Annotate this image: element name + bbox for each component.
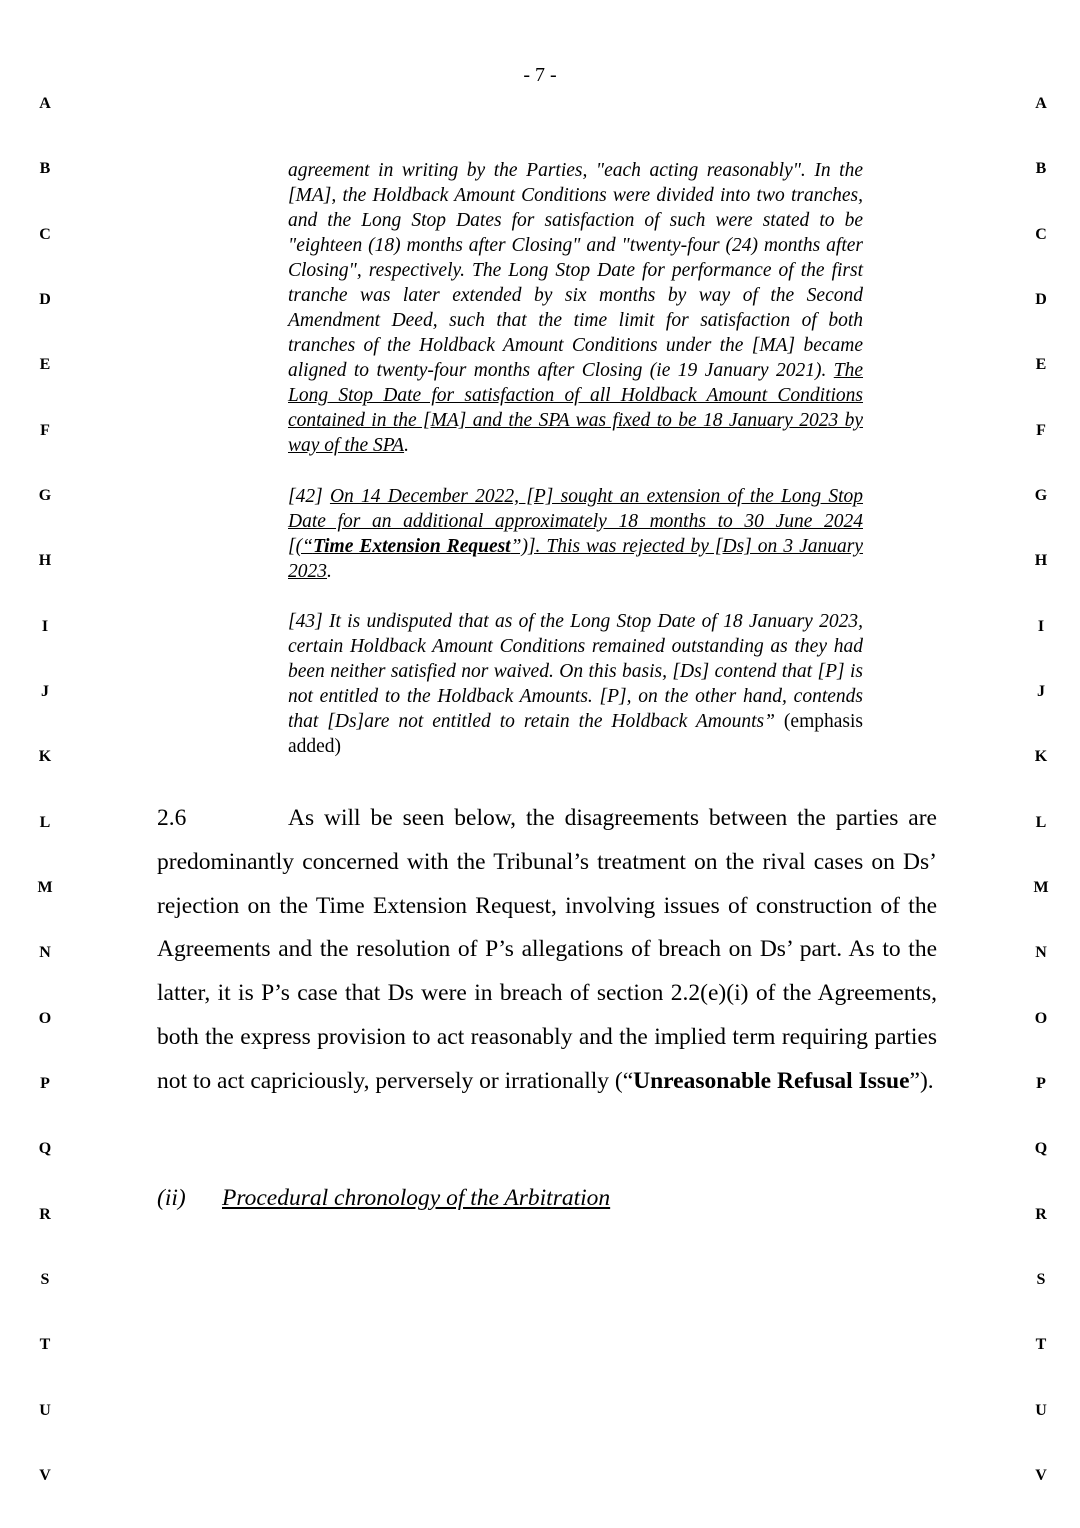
margin-letter-o: O xyxy=(1034,1009,1048,1027)
margin-letter-o: O xyxy=(38,1009,52,1027)
margin-letter-e: E xyxy=(1035,356,1047,374)
margin-letter-b: B xyxy=(1035,160,1047,178)
paragraph-2-6 xyxy=(157,797,937,1104)
margin-letter-j: J xyxy=(41,682,49,700)
quote-text: agreement in writing by the Parties, "each acting reasonably". In the [MA], the Holdback Amount Conditions were divided into two tranches, and the Long Stop Dates for satisfaction of such were stated to be "eighteen (18) months after Closing" and "twenty-four (24) months after Closing", respectively. The Long Stop Date for performance of the first tranche was later extended by six months by way of the Second Amendment Deed, such that the time limit for satisfaction of both tranches of the Holdback Amount Conditions under the [MA] became aligned to twenty-four months after Closing (ie 19 January 2021). xyxy=(288,160,863,381)
margin-letter-u: U xyxy=(39,1401,51,1419)
paragraph-text: As will be seen below, the disagreements between the parties are predominantly concerned with the Tribunal’s treatment on the rival cases on Ds’ rejection on the Time Extension Request, involving issues of construction of the Agreements and the resolution of P’s allegations of breach on Ds’ part. As to the latter, it is P’s case that Ds were in breach of section 2.2(e)(i) of the Agreements, both the express provision to act reasonably and the implied term requiring parties not to act capriciously, perversely or irrationally (“ xyxy=(157,805,937,1094)
heading-title: Procedural chronology of the Arbitration xyxy=(222,1185,611,1211)
margin-letter-v: V xyxy=(39,1466,51,1484)
margin-letter-p: P xyxy=(1036,1074,1046,1092)
margin-letter-f: F xyxy=(1036,421,1046,439)
margin-letter-q: Q xyxy=(1034,1140,1048,1158)
heading-number: (ii) xyxy=(157,1185,186,1211)
margin-letter-l: L xyxy=(1035,813,1047,831)
margin-letter-s: S xyxy=(1036,1270,1046,1288)
margin-letter-r: R xyxy=(39,1205,51,1223)
margin-letter-i: I xyxy=(41,617,49,635)
margin-letter-a: A xyxy=(1035,95,1047,112)
margin-letter-f: F xyxy=(40,421,50,439)
margin-letter-p: P xyxy=(40,1074,50,1092)
margin-letter-j: J xyxy=(1037,682,1045,700)
page-number: - 7 - xyxy=(523,64,557,86)
paragraph-end: ”). xyxy=(909,1067,934,1094)
section-heading xyxy=(157,1180,610,1216)
margin-letter-h: H xyxy=(38,552,52,570)
margin-letter-i: I xyxy=(1037,617,1045,635)
paragraph-number: 2.6 xyxy=(157,805,187,831)
quote-end: . xyxy=(404,435,409,456)
defined-term: Time Extension Request xyxy=(312,536,511,557)
quote-underlined-text: On 14 December 2022, [P] sought an extension of the Long Stop Date for an additional approximately 18 months to 30 June 2024 [(“ xyxy=(288,486,863,557)
margin-letter-m: M xyxy=(37,878,53,896)
margin-letter-g: G xyxy=(38,486,52,504)
margin-letter-l: L xyxy=(39,813,51,831)
quote-paragraph-43 xyxy=(288,609,863,759)
margin-letter-e: E xyxy=(39,356,51,374)
margin-letter-r: R xyxy=(1035,1205,1047,1223)
margin-letter-v: V xyxy=(1035,1466,1047,1484)
margin-letter-u: U xyxy=(1035,1401,1047,1419)
quote-underlined-text: ”)]. This was rejected by [Ds] on 3 January 2023 xyxy=(288,536,863,582)
margin-letter-k: K xyxy=(38,748,52,766)
margin-letter-s: S xyxy=(40,1270,50,1288)
margin-letter-n: N xyxy=(39,944,51,962)
quote-underlined-text: The Long Stop Date for satisfaction of all Holdback Amount Conditions contained in the [MA] and the SPA was fixed to be 18 January 2023 by way of the SPA xyxy=(288,360,863,456)
margin-letter-b: B xyxy=(39,160,51,178)
margin-letter-t: T xyxy=(39,1336,51,1354)
quote-end: . xyxy=(327,561,332,582)
margin-letter-m: M xyxy=(1033,878,1049,896)
margin-letter-d: D xyxy=(39,290,51,308)
margin-letter-n: N xyxy=(1035,944,1047,962)
quote-number: [42] xyxy=(288,486,330,507)
quote-text: [43] It is undisputed that as of the Long Stop Date of 18 January 2023, certain Holdback Amount Conditions remained outstanding as they had been neither satisfied nor waived. On this basis, [Ds] contend that [P] is not entitled to the Holdback Amounts. [P], on the other hand, contends that [Ds]are not entitled to retain the Holdback Amounts” xyxy=(288,611,863,732)
margin-letter-a: A xyxy=(39,95,51,112)
margin-letter-q: Q xyxy=(38,1140,52,1158)
quote-paragraph-42 xyxy=(288,484,863,584)
emphasis-note: (emphasis added) xyxy=(288,711,863,757)
defined-term: Unreasonable Refusal Issue xyxy=(633,1067,910,1094)
margin-letter-t: T xyxy=(1035,1336,1047,1354)
margin-letter-k: K xyxy=(1034,748,1048,766)
margin-letter-h: H xyxy=(1034,552,1048,570)
quote-paragraph-41-continued xyxy=(288,158,863,458)
margin-letter-g: G xyxy=(1034,486,1048,504)
margin-letter-c: C xyxy=(1035,225,1047,243)
margin-letter-c: C xyxy=(39,225,51,243)
margin-letter-d: D xyxy=(1035,290,1047,308)
